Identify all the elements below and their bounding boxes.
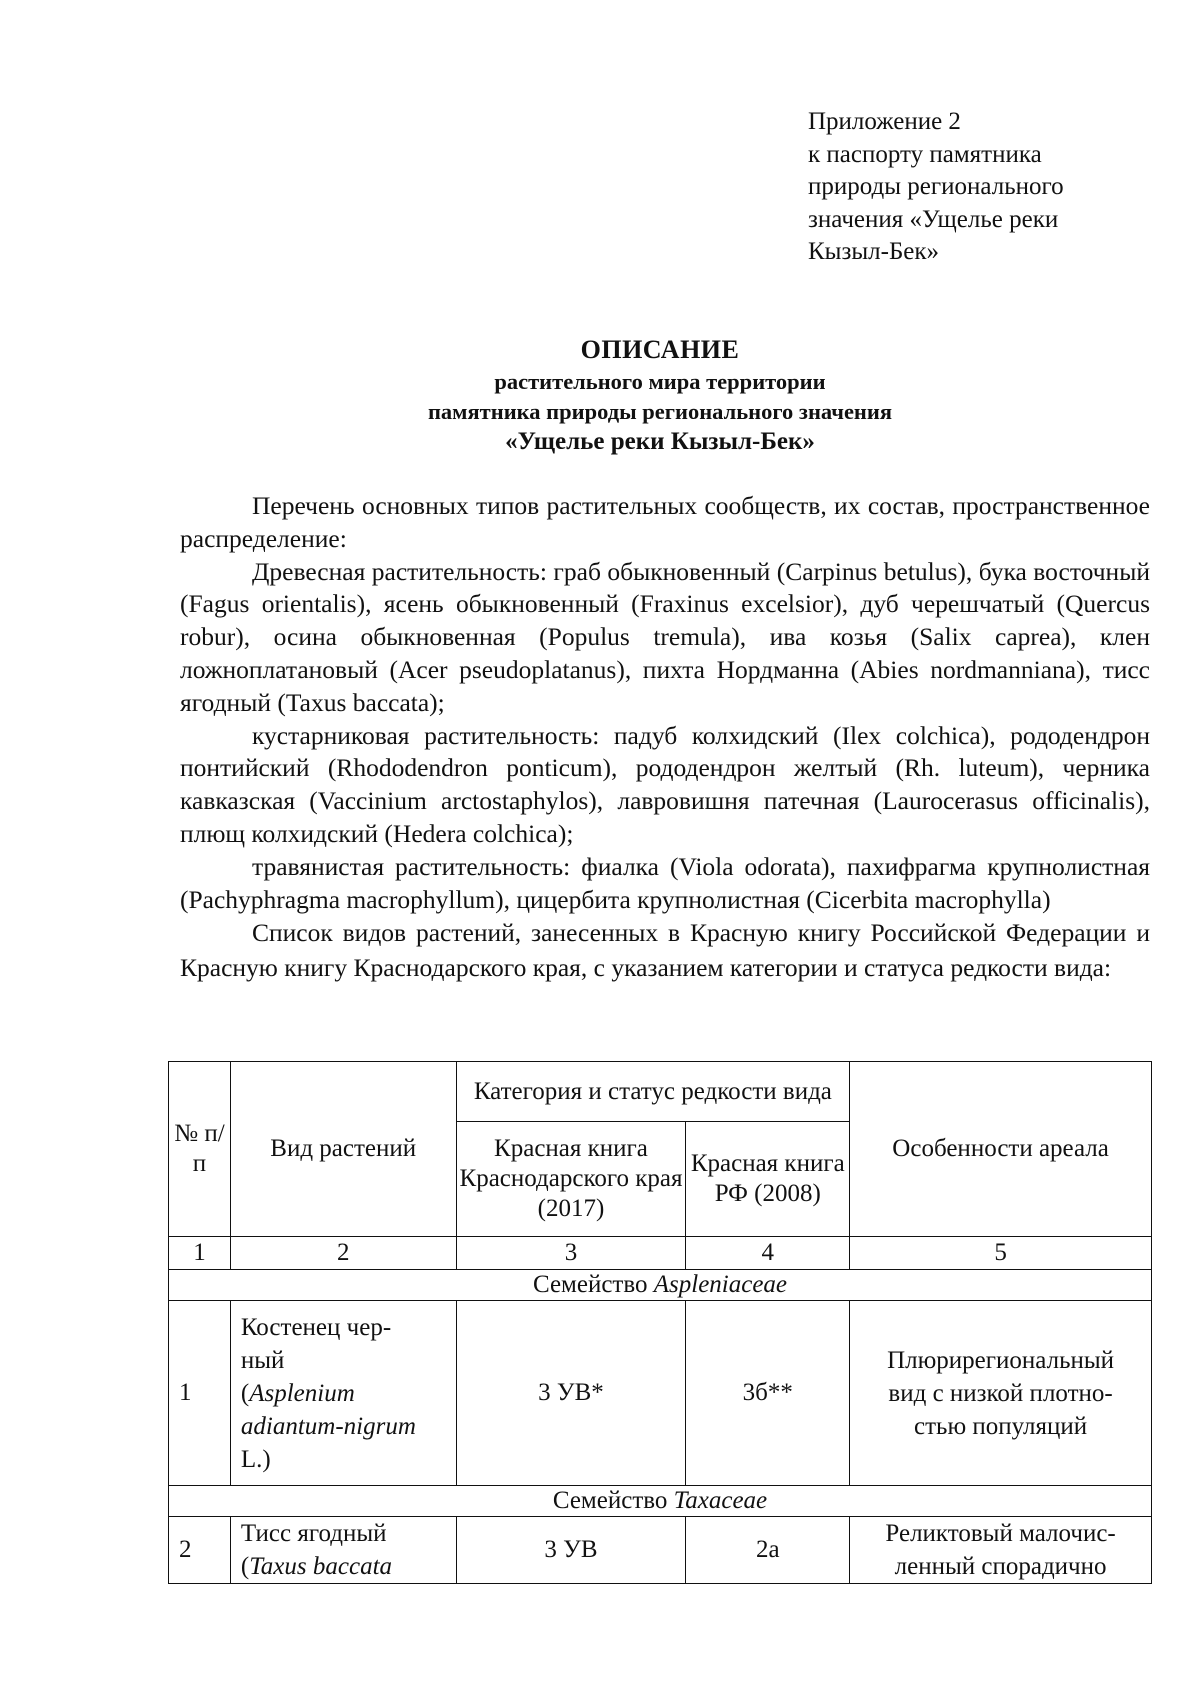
species-lat-line-2: adiantum-nigrum <box>240 1412 416 1440</box>
area-line-1: Реликтовый малочис- <box>885 1520 1116 1547</box>
row-number: 1 <box>169 1301 231 1486</box>
row-number: 2 <box>169 1517 231 1584</box>
paragraph-intro: Перечень основных типов растительных сообществ, их состав, пространственное распределение: <box>180 491 1150 553</box>
kk-category: 3 УВ <box>456 1517 686 1584</box>
paragraph-herbs: травянистая растительность: фиалка (Viola odorata), пахифрагма крупнолистная (Pachyphragma macrophyllum), цицербита крупнолистная (Cicerbita macrophylla) <box>180 851 1150 914</box>
appendix-line-5: Кызыл-Бек» <box>808 238 940 265</box>
species-ru: Тисс ягодный <box>240 1520 387 1547</box>
appendix-line-1: Приложение 2 <box>808 108 961 135</box>
column-number: 1 <box>169 1237 231 1270</box>
column-numbers-row <box>169 1237 1152 1270</box>
family-name: Aspleniaceae <box>653 1271 788 1298</box>
family-row <box>169 1270 1152 1301</box>
table-header-row <box>169 1062 1152 1122</box>
area-line-3: стью популяций <box>914 1412 1088 1440</box>
area-line-1: Плюрирегиональный <box>887 1346 1115 1374</box>
column-number: 3 <box>456 1237 686 1270</box>
area-description <box>850 1517 1152 1584</box>
species-ru-line-1: Костенец чер- <box>240 1313 392 1341</box>
header-kk-redbook: Красная книга Краснодарского края (2017) <box>456 1122 686 1237</box>
paragraph-trees: Древесная растительность: граб обыкновенный (Carpinus betulus), бука восточный (Fagus orientalis), ясень обыкновенный (Fraxinus excelsior), дуб черешчатый (Quercus robur), осина обыкновенная (Populus tremula), ива козья (Salix caprea), клен ложноплатановый (Acer pseudoplatanus), пихта Нордманна (Abies nordmanniana), тисс ягодный (Taxus baccata); <box>180 556 1150 717</box>
species-lat: (Taxus baccata <box>240 1553 393 1580</box>
species-name <box>230 1301 456 1486</box>
family-prefix: Семейство <box>532 1271 654 1298</box>
family-label <box>169 1486 1152 1517</box>
kk-category: 3 УВ* <box>456 1301 686 1486</box>
table-row <box>169 1301 1152 1486</box>
document-title <box>180 333 1140 457</box>
area-description <box>850 1301 1152 1486</box>
title-line-2: растительного мира территории <box>494 369 826 394</box>
header-num: № п/п <box>169 1062 231 1237</box>
species-ru-line-2: ный <box>240 1346 285 1374</box>
area-line-2: ленный спорадично <box>894 1553 1107 1580</box>
appendix-line-3: природы регионального <box>808 173 1064 200</box>
rf-category: 2а <box>686 1517 850 1584</box>
red-book-table <box>168 1061 1152 1584</box>
family-prefix: Семейство <box>552 1487 674 1514</box>
column-number: 4 <box>686 1237 850 1270</box>
column-number: 2 <box>230 1237 456 1270</box>
paragraph-list-intro: Список видов растений, занесенных в Красную книгу Российской Федерации и Красную книгу Краснодарского края, с указанием категории и статуса редкости вида: <box>180 918 1150 982</box>
family-row <box>169 1486 1152 1517</box>
title-line-4: «Ущелье реки Кызыл-Бек» <box>505 428 815 455</box>
species-name <box>230 1517 456 1584</box>
species-author: L.) <box>240 1445 271 1473</box>
appendix-line-2: к паспорту памятника <box>808 140 1042 168</box>
header-area: Особенности ареала <box>850 1062 1152 1237</box>
area-line-2: вид с низкой плотно- <box>888 1379 1113 1407</box>
title-line-3: памятника природы регионального значения <box>427 399 893 424</box>
title-main: ОПИСАНИЕ <box>580 335 740 364</box>
column-number: 5 <box>850 1237 1152 1270</box>
header-rf-redbook: Красная книга РФ (2008) <box>686 1122 850 1237</box>
family-name: Taxaceae <box>673 1487 768 1514</box>
document-body <box>180 490 1150 985</box>
header-category-group: Категория и статус редкости вида <box>456 1062 850 1122</box>
header-species: Вид растений <box>230 1062 456 1237</box>
paragraph-shrubs: кустарниковая растительность: падуб колхидский (Ilex colchica), рододендрон понтийский (Rhododendron ponticum), рододендрон желтый (Rh. luteum), черника кавказская (Vaccinium arctostaphylos), лавровишня патечная (Laurocerasus officinalis), плющ колхидский (Hedera colchica); <box>180 720 1150 848</box>
table-row <box>169 1517 1152 1584</box>
appendix-note <box>808 106 1138 269</box>
species-lat-line-1: (Asplenium <box>240 1379 355 1407</box>
appendix-line-4: значения «Ущелье реки <box>808 205 1059 233</box>
family-label <box>169 1270 1152 1301</box>
rf-category: 3б** <box>686 1301 850 1486</box>
